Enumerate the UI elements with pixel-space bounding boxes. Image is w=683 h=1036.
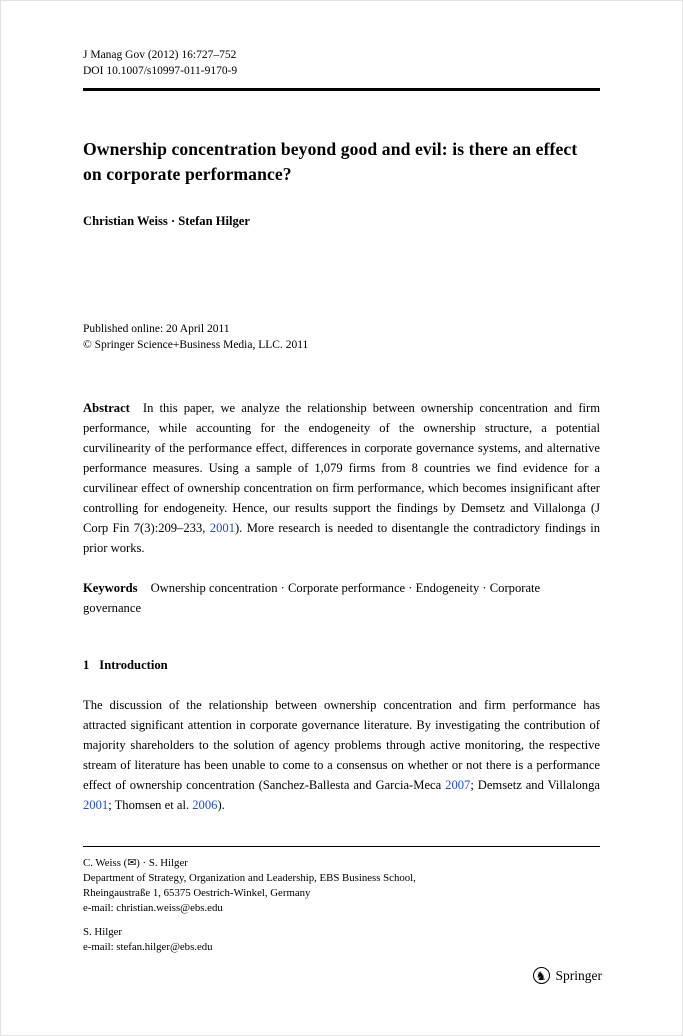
footnote-author-line: S. Hilger (83, 926, 122, 938)
abstract-label: Abstract (83, 400, 130, 415)
keywords-text: Ownership concentration · Corporate performance · Endogeneity · Corporate governance (83, 580, 541, 615)
intro-text-4: ). (217, 797, 225, 812)
intro-text-1: The discussion of the relationship between ownership concentration and firm performance has attracted significant attention in corporate governance literature. By investigating the contribution of majority shareholders to the solution of agency problems through active monitoring, the respective stream of literature has been unable to come to a consensus on whether or not there is a performance effect of ownership concentration (Sanchez-Ballesta and Garcia-Meca (83, 697, 600, 792)
keywords-paragraph (83, 578, 600, 618)
intro-text-2: ; Demsetz and Villalonga (470, 777, 600, 792)
citation-link-thomsen-2006[interactable]: 2006 (192, 797, 218, 812)
section-label: Introduction (99, 657, 168, 672)
authors-line: Christian Weiss · Stefan Hilger (83, 213, 250, 228)
page-header (83, 48, 600, 91)
copyright-line: © Springer Science+Business Media, LLC. 2011 (83, 338, 309, 351)
abstract-text-1: In this paper, we analyze the relationship between ownership concentration and firm performance, while accounting for the endogeneity of the ownership structure, a potential curvilinearity of the performance effect, differences in corporate governance systems, and alternative performance measures. Using a sample of 1,079 firms from 8 countries we find evidence for a curvilinear effect of ownership concentration on firm performance, which becomes insignificant after controlling for endogeneity. Hence, our results support the findings by Demsetz and Villalonga (J Corp Fin 7(3):209–233, (83, 400, 600, 535)
published-online-line: Published online: 20 April 2011 (83, 322, 230, 335)
springer-wordmark: Springer (555, 967, 602, 983)
keywords-label: Keywords (83, 580, 138, 595)
citation-link-sanchez-2007[interactable]: 2007 (445, 777, 471, 792)
footnote-correspondence-line: C. Weiss (✉) · S. Hilger (83, 857, 188, 869)
footnote-email-line-1: e-mail: christian.weiss@ebs.edu (83, 902, 223, 914)
footnote-area (83, 846, 600, 955)
doi-line: DOI 10.1007/s10997-011-9170-9 (83, 65, 238, 77)
footnote-email-line-2: e-mail: stefan.hilger@ebs.edu (83, 941, 213, 953)
introduction-paragraph (83, 695, 600, 815)
citation-link-demsetz-2001[interactable]: 2001 (83, 797, 109, 812)
citation-link-villalonga-2001[interactable]: 2001 (209, 520, 235, 535)
springer-knight-icon: ♞ (533, 967, 550, 984)
section-heading-introduction (83, 658, 600, 673)
springer-logo (533, 967, 603, 984)
footnote-affiliation-line-2: Rheingaustraße 1, 65375 Oestrich-Winkel, Germany (83, 887, 311, 899)
intro-text-3: ; Thomsen et al. (108, 797, 193, 812)
footnote-rule-divider (83, 846, 600, 847)
section-number: 1 (83, 657, 90, 672)
paper-title: Ownership concentration beyond good and evil: is there an effect on corporate performance? (83, 138, 578, 184)
abstract-paragraph (83, 398, 600, 558)
abstract-text-2: ). More research is needed to disentangle the contradictory findings in prior works. (83, 520, 601, 555)
footnote-affiliation-line-1: Department of Strategy, Organization and Leadership, EBS Business School, (83, 872, 416, 884)
publication-info (83, 321, 600, 353)
footnote-second-author-block (83, 925, 600, 955)
page-content (1, 1, 682, 815)
journal-reference: J Manag Gov (2012) 16:727–752 (83, 49, 237, 61)
header-rule-divider (83, 88, 600, 91)
